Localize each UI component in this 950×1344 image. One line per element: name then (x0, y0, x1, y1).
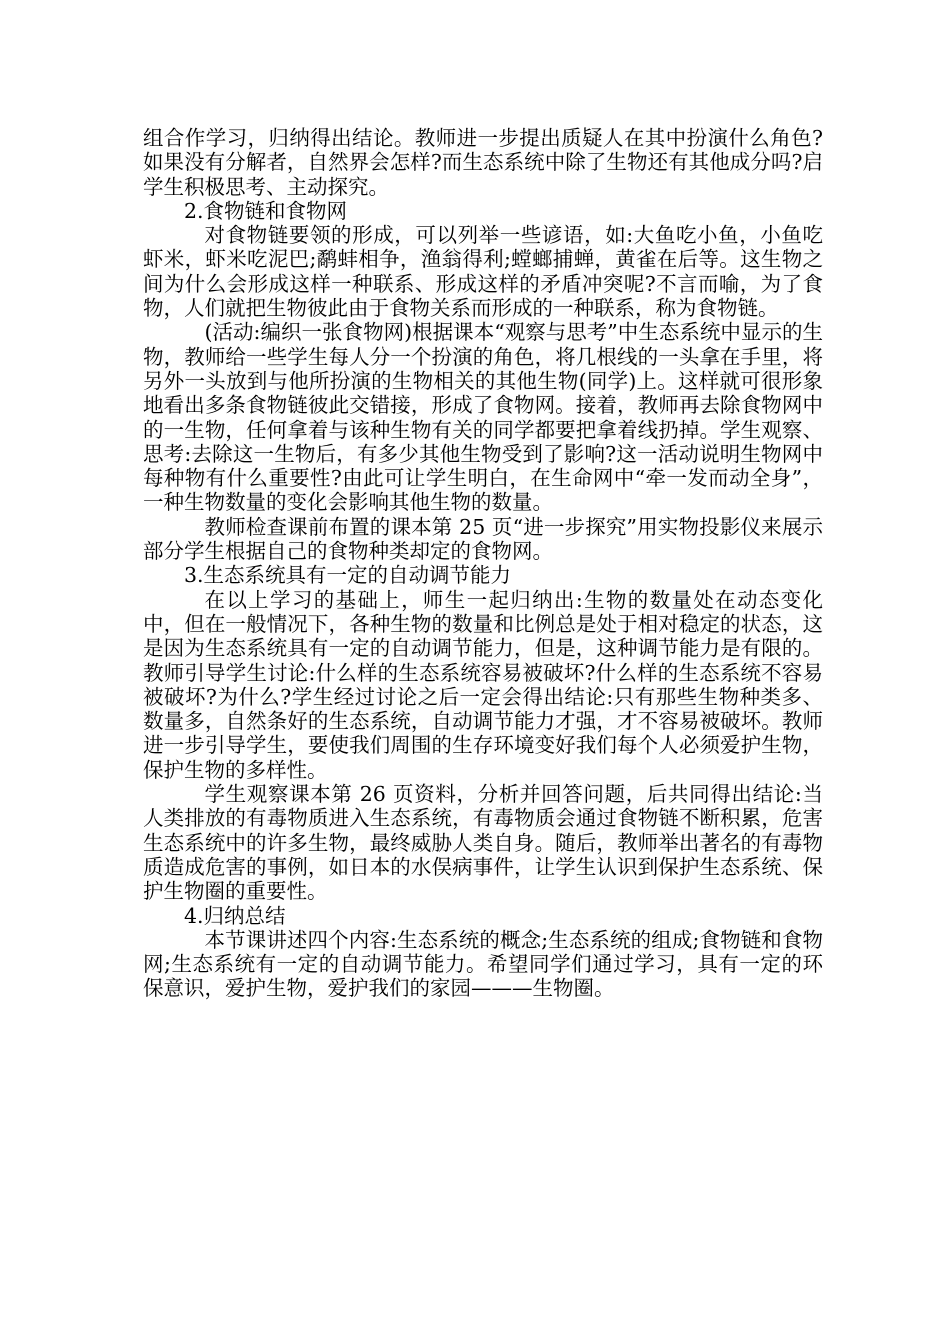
paragraph-continuation: 组合作学习，归纳得出结论。教师进一步提出质疑人在其中扮演什么角色?如果没有分解者，自然界会怎样?而生态系统中除了生物还有其他成分吗?启学生积极思考、主动探究。 (143, 126, 823, 199)
paragraph-food-chain-intro: 对食物链要领的形成，可以列举一些谚语，如:大鱼吃小鱼，小鱼吃虾米，虾米吃泥巴;鹬蚌相争，渔翁得利;螳螂捕蝉，黄雀在后等。这生物之间为什么会形成这样一种联系、形成这样的矛盾冲突呢?不言而喻，为了食物，人们就把生物彼此由于食物关系而形成的一种联系，称为食物链。 (143, 223, 823, 321)
paragraph-food-web-activity: (活动:编织一张食物网)根据课本“观察与思考”中生态系统中显示的生物，教师给一些学生每人分一个扮演的角色，将几根线的一头拿在手里，将另外一头放到与他所扮演的生物相关的其他生物(同学)上。这样就可很形象地看出多条食物链彼此交错接，形成了食物网。接着，教师再去除食物网中的一生物，任何拿着与该种生物有关的同学都要把拿着线扔掉。学生观察、思考:去除这一生物后，有多少其他生物受到了影响?这一活动说明生物网中每种物有什么重要性?由此可让学生明白，在生命网中“牵一发而动全身”，一种生物数量的变化会影响其他生物的数量。 (143, 320, 823, 515)
paragraph-toxic-substances: 学生观察课本第 26 页资料，分析并回答问题，后共同得出结论:当人类排放的有毒物质进入生态系统，有毒物质会通过食物链不断积累，危害生态系统中的许多生物，最终威胁人类自身。随后，教师举出著名的有毒物质造成危害的事例，如日本的水俣病事件，让学生认识到保护生态系统、保护生物圈的重要性。 (143, 782, 823, 904)
paragraph-homework-check: 教师检查课前布置的课本第 25 页“进一步探究”用实物投影仪来展示部分学生根据自己的食物种类却定的食物网。 (143, 514, 823, 564)
document-body (143, 126, 823, 1001)
section-heading-self-regulation: 3.生态系统具有一定的自动调节能力 (184, 563, 512, 588)
paragraph-summary: 本节课讲述四个内容:生态系统的概念;生态系统的组成;食物链和食物网;生态系统有一定的自动调节能力。希望同学们通过学习，具有一定的环保意识，爱护生物，爱护我们的家园———生物圈。 (143, 927, 823, 1001)
section-heading-summary: 4.归纳总结 (184, 903, 286, 928)
section-heading-food-chain: 2.食物链和食物网 (184, 198, 348, 223)
paragraph-self-regulation: 在以上学习的基础上，师生一起归纳出:生物的数量处在动态变化中，但在一般情况下，各种生物的数量和比例总是处于相对稳定的状态，这是因为生态系统具有一定的自动调节能力，但是，这种调节能力是有限的。教师引导学生讨论:什么样的生态系统容易被破坏?什么样的生态系统不容易被破坏?为什么?学生经过讨论之后一定会得出结论:只有那些生物种类多、数量多，自然条好的生态系统，自动调节能力才强，才不容易被破坏。教师进一步引导学生，要使我们周围的生存环境变好我们每个人必须爱护生物，保护生物的多样性。 (143, 587, 823, 782)
